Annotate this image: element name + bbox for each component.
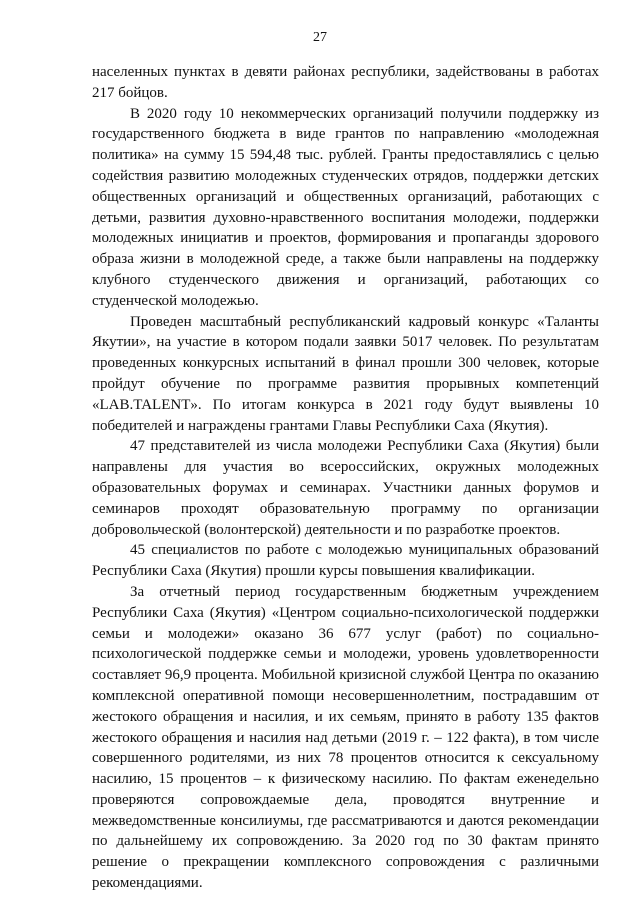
paragraph-continuation: населенных пунктах в девяти районах республики, задействованы в работах 217 бойцов.: [92, 64, 599, 101]
page-number: 27: [313, 30, 327, 45]
paragraph-talent-contest: Проведен масштабный республиканский кадровый конкурс «Таланты Якутии», на участие в котором подали заявки 5017 человек. По результатам проведенных конкурсных испытаний в финал прошли 300 человек, которые пройдут обучение по программе развития прорывных компетенций «LAB.TALENT». По итогам конкурса в 2021 году будут выявлены 10 победителей и награждены грантами Главы Республики Саха (Якутия).: [92, 313, 599, 434]
paragraph-forums: 47 представителей из числа молодежи Республики Саха (Якутия) были направлены для участия во всероссийских, окружных молодежных образовательных форумах и семинарах. Участники данных форумов и семинаров проходят образовательную программу по организации добровольческой (волонтерской) деятельности и по разработке проектов.: [92, 438, 599, 538]
paragraph-training: 45 специалистов по работе с молодежью муниципальных образований Республики Саха (Якутия) прошли курсы повышения квалификации.: [92, 542, 599, 580]
page-body: [92, 62, 599, 894]
paragraph-support-center: За отчетный период государственным бюджетным учреждением Республики Саха (Якутия) «Центром социально-психологической поддержки семьи и молодежи» оказано 36 677 услуг (работ) по социально-психологической поддержке семьи и молодежи, уровень удовлетворенности составляет 96,9 процента. Мобильной кризисной службой Центра по оказанию комплексной оперативной помощи несовершеннолетним, пострадавшим от жестокого обращения и насилия, и их семьям, принято в работу 135 фактов жестокого обращения и насилия над детьми (2019 г. – 122 факта), в том числе совершенного родителями, из них 78 процентов относится к сексуальному насилию, 15 процентов – к физическому насилию. По фактам еженедельно проверяются сопровождаемые дела, проводятся внутренние и межведомственные консилиумы, где рассматриваются и даются рекомендации по дальнейшему их сопровождению. За 2020 год по 30 фактам принято решение о прекращении комплексного сопровождения с различными рекомендациями.: [92, 583, 599, 892]
paragraph-grants: В 2020 году 10 некоммерческих организаций получили поддержку из государственного бюджета в виде грантов по направлению «молодежная политика» на сумму 15 594,48 тыс. рублей. Гранты предоставлялись с целью содействия развитию молодежных студенческих отрядов, поддержки детских общественных организаций и общественных организаций, работающих с детьми, развития духовно-нравственного воспитания молодежи, поддержки молодежных инициатив и проектов, формирования и пропаганды здорового образа жизни в молодежной среде, а также были направлены на поддержку клубного студенческого движения и организаций, работающих со студенческой молодежью.: [92, 105, 599, 309]
